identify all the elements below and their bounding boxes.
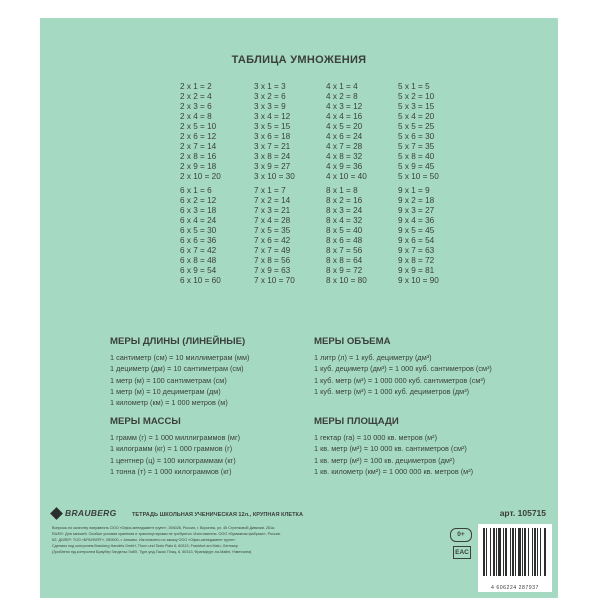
list-item: 1 куб. метр (м³) = 1 000 000 куб. сантиметров (см³) [314, 375, 486, 385]
barcode-bar [503, 528, 504, 576]
barcode-bar [486, 528, 487, 576]
table-row: 9 x 4 = 36 [398, 216, 435, 225]
table-row: 8 x 9 = 72 [326, 266, 363, 275]
table-row: 6 x 6 = 36 [180, 236, 217, 245]
fine-print-line: (Зроблено під контролем Браубер Гандельс ГмбХ, Турн-унд-Таксіс Плац, 6, 60313, Франкфурт-на-Майні, Німеччина) [52, 549, 252, 554]
table-row: 6 x 1 = 6 [180, 186, 212, 195]
barcode-bar [505, 528, 507, 576]
table-column-5 [398, 82, 478, 182]
table-row: 4 x 8 = 32 [326, 152, 363, 161]
table-row: 4 x 4 = 16 [326, 112, 363, 121]
table-row: 5 x 3 = 15 [398, 102, 435, 111]
volume-measures-list [314, 352, 492, 397]
area-measures-title: МЕРЫ ПЛОЩАДИ [314, 416, 399, 427]
list-item: 1 куб. метр (м³) = 1 000 куб. дециметров (дм³) [314, 386, 470, 396]
table-row: 8 x 4 = 32 [326, 216, 363, 225]
cover-footer [40, 504, 558, 598]
table-row: 2 x 5 = 10 [180, 122, 217, 131]
table-row: 2 x 2 = 4 [180, 92, 212, 101]
fine-print [52, 526, 450, 556]
barcode-bar [510, 528, 511, 576]
table-row: 5 x 10 = 50 [398, 172, 439, 181]
table-row: 3 x 6 = 18 [254, 132, 291, 141]
table-row: 7 x 5 = 35 [254, 226, 291, 235]
list-item: 1 тонна (т) = 1 000 килограммов (кг) [110, 466, 232, 476]
table-row: 5 x 7 = 35 [398, 142, 435, 151]
list-item: 1 кв. метр (м²) = 10 000 кв. сантиметров (см²) [314, 444, 467, 454]
barcode-bar [483, 528, 485, 576]
fine-print-line: КZ: ДИЛЕР: ТОО «БРАУБЕРГ», 050000, г. Алматы. Изготовлено по заказу ООО «Офис-менеджмент групп». [52, 537, 237, 542]
list-item: 1 куб. дециметр (дм³) = 1 000 куб. сантиметров (см³) [314, 364, 492, 374]
table-row: 9 x 9 = 81 [398, 266, 435, 275]
table-row: 9 x 5 = 45 [398, 226, 435, 235]
barcode-bar [534, 528, 536, 576]
table-row: 4 x 10 = 40 [326, 172, 367, 181]
multiplication-table-title: ТАБЛИЦА УМНОЖЕНИЯ [231, 54, 367, 66]
table-row: 3 x 10 = 30 [254, 172, 295, 181]
list-item: 1 грамм (г) = 1 000 миллиграммов (мг) [110, 433, 241, 442]
table-row: 7 x 8 = 56 [254, 256, 291, 265]
table-row: 7 x 1 = 7 [254, 186, 286, 195]
table-row: 4 x 1 = 4 [326, 82, 358, 91]
list-item: 1 центнер (ц) = 100 килограммам (кг) [110, 455, 236, 465]
table-column-7 [254, 186, 334, 286]
barcode-bar [524, 528, 526, 576]
table-row: 2 x 10 = 20 [180, 172, 221, 181]
list-item: 1 дециметр (дм) = 10 сантиметрам (см) [110, 364, 244, 374]
barcode-bars [483, 528, 547, 576]
barcode-bar [490, 528, 491, 576]
fine-print-line: RU/BY: Для записей. Особые условия хранения и транспортировки не требуются. Изготовитель: ООО «Бумажная фабрика», Россия. [52, 531, 281, 536]
table-row: 7 x 6 = 42 [254, 236, 291, 245]
list-item: 1 километр (км) = 1 000 метров (м) [110, 398, 228, 408]
table-row: 3 x 3 = 9 [254, 102, 286, 111]
table-row: 8 x 6 = 48 [326, 236, 363, 245]
barcode-bar [537, 528, 538, 576]
eac-mark-icon: EAC [453, 546, 471, 559]
table-row: 5 x 4 = 20 [398, 112, 435, 121]
table-row: 7 x 7 = 49 [254, 246, 291, 255]
length-measures-title: МЕРЫ ДЛИНЫ (ЛИНЕЙНЫЕ) [110, 336, 246, 347]
table-row: 8 x 7 = 56 [326, 246, 363, 255]
table-row: 3 x 1 = 3 [254, 82, 286, 91]
table-row: 3 x 7 = 21 [254, 142, 291, 151]
table-row: 3 x 8 = 24 [254, 152, 291, 161]
table-row: 7 x 2 = 14 [254, 196, 291, 205]
table-row: 3 x 2 = 6 [254, 92, 286, 101]
area-measures-list [314, 432, 473, 477]
barcode-bar [496, 528, 497, 576]
table-row: 3 x 9 = 27 [254, 162, 291, 171]
table-row: 9 x 1 = 9 [398, 186, 430, 195]
table-row: 5 x 1 = 5 [398, 82, 430, 91]
table-row: 5 x 2 = 10 [398, 92, 435, 101]
table-row: 9 x 7 = 63 [398, 246, 435, 255]
list-item: 1 кв. километр (км²) = 1 000 000 кв. метров (м²) [314, 466, 474, 476]
table-row: 6 x 4 = 24 [180, 216, 217, 225]
table-row: 9 x 10 = 90 [398, 276, 439, 285]
table-row: 8 x 3 = 24 [326, 206, 363, 215]
barcode-bar [515, 528, 516, 576]
table-row: 8 x 1 = 8 [326, 186, 358, 195]
table-row: 6 x 5 = 30 [180, 226, 217, 235]
table-row: 7 x 10 = 70 [254, 276, 295, 285]
table-row: 5 x 9 = 45 [398, 162, 435, 171]
table-row: 2 x 9 = 18 [180, 162, 217, 171]
table-row: 4 x 5 = 20 [326, 122, 363, 131]
brand-logo [52, 508, 117, 518]
brand-diamond-icon [50, 507, 63, 520]
table-column-6 [180, 186, 260, 286]
table-row: 4 x 3 = 12 [326, 102, 363, 111]
barcode-bar [518, 528, 521, 576]
table-row: 6 x 2 = 12 [180, 196, 217, 205]
list-item: 1 сантиметр (см) = 10 миллиметрам (мм) [110, 353, 250, 362]
list-item: 1 литр (л) = 1 куб. дециметру (дм³) [314, 353, 432, 362]
barcode-number: 4 606224 287937 [491, 585, 539, 591]
table-row: 4 x 6 = 24 [326, 132, 363, 141]
barcode-bar [528, 528, 529, 576]
table-row: 3 x 4 = 12 [254, 112, 291, 121]
table-row: 7 x 3 = 21 [254, 206, 291, 215]
barcode-bar [540, 528, 541, 576]
notebook-back-cover [40, 18, 558, 598]
table-row: 9 x 6 = 54 [398, 236, 435, 245]
table-row: 9 x 3 = 27 [398, 206, 435, 215]
barcode-bar [522, 528, 523, 576]
length-measures-list [110, 352, 249, 408]
age-rating-badge: 0+ [450, 528, 472, 542]
table-row: 2 x 8 = 16 [180, 152, 217, 161]
table-row: 2 x 7 = 14 [180, 142, 217, 151]
fine-print-line: Сделано под контролем Brauberg Handels GmbH, Thurn und Taxis Platz 6, 60313, Frankfurt am Main, Germany. [52, 543, 239, 548]
table-row: 2 x 4 = 8 [180, 112, 212, 121]
table-column-2 [180, 82, 260, 182]
barcode-bar [498, 528, 501, 576]
table-row: 2 x 3 = 6 [180, 102, 212, 111]
list-item: 1 метр (м) = 100 сантиметрам (см) [110, 375, 227, 385]
table-row: 3 x 5 = 15 [254, 122, 291, 131]
barcode [478, 524, 552, 592]
table-row: 8 x 8 = 64 [326, 256, 363, 265]
table-row: 4 x 2 = 8 [326, 92, 358, 101]
mass-measures-list [110, 432, 240, 477]
table-row: 5 x 8 = 40 [398, 152, 435, 161]
table-column-8 [326, 186, 406, 286]
notebook-description: ТЕТРАДЬ ШКОЛЬНАЯ УЧЕНИЧЕСКАЯ 12л., КРУПНАЯ КЛЕТКА [132, 512, 303, 518]
table-row: 7 x 9 = 63 [254, 266, 291, 275]
table-column-3 [254, 82, 334, 182]
table-row: 6 x 3 = 18 [180, 206, 217, 215]
table-row: 6 x 10 = 60 [180, 276, 221, 285]
table-row: 4 x 7 = 28 [326, 142, 363, 151]
table-row: 7 x 4 = 28 [254, 216, 291, 225]
barcode-bar [544, 528, 546, 576]
fine-print-line: Вопросы по качеству направлять ООО «Офис-менеджмент групп», 394026, Россия, г. Воронеж, ул. 45 Стрелковой Дивизии, 261а. [52, 526, 276, 530]
barcode-bar [493, 528, 495, 576]
table-row: 6 x 9 = 54 [180, 266, 217, 275]
list-item: 1 килограмм (кг) = 1 000 граммов (г) [110, 444, 233, 454]
mass-measures-title: МЕРЫ МАССЫ [110, 416, 181, 427]
list-item: 1 метр (м) = 10 дециметрам (дм) [110, 386, 221, 396]
table-row: 8 x 5 = 40 [326, 226, 363, 235]
table-row: 8 x 10 = 80 [326, 276, 367, 285]
list-item: 1 кв. метр (м²) = 100 кв. дециметров (дм²) [314, 455, 455, 465]
table-row: 2 x 6 = 12 [180, 132, 217, 141]
table-row: 9 x 2 = 18 [398, 196, 435, 205]
table-row: 2 x 1 = 2 [180, 82, 212, 91]
barcode-bar [512, 528, 514, 576]
brand-name: BRAUBERG [65, 508, 117, 518]
article-number: арт. 105715 [499, 508, 546, 518]
table-row: 8 x 2 = 16 [326, 196, 363, 205]
volume-measures-title: МЕРЫ ОБЪЕМА [314, 336, 391, 347]
table-column-9 [398, 186, 478, 286]
table-row: 5 x 6 = 30 [398, 132, 435, 141]
barcode-bar [532, 528, 533, 576]
table-row: 6 x 8 = 48 [180, 256, 217, 265]
table-row: 5 x 5 = 25 [398, 122, 435, 131]
table-row: 6 x 7 = 42 [180, 246, 217, 255]
table-column-4 [326, 82, 406, 182]
table-row: 9 x 8 = 72 [398, 256, 435, 265]
list-item: 1 гектар (га) = 10 000 кв. метров (м²) [314, 433, 438, 442]
table-row: 4 x 9 = 36 [326, 162, 363, 171]
